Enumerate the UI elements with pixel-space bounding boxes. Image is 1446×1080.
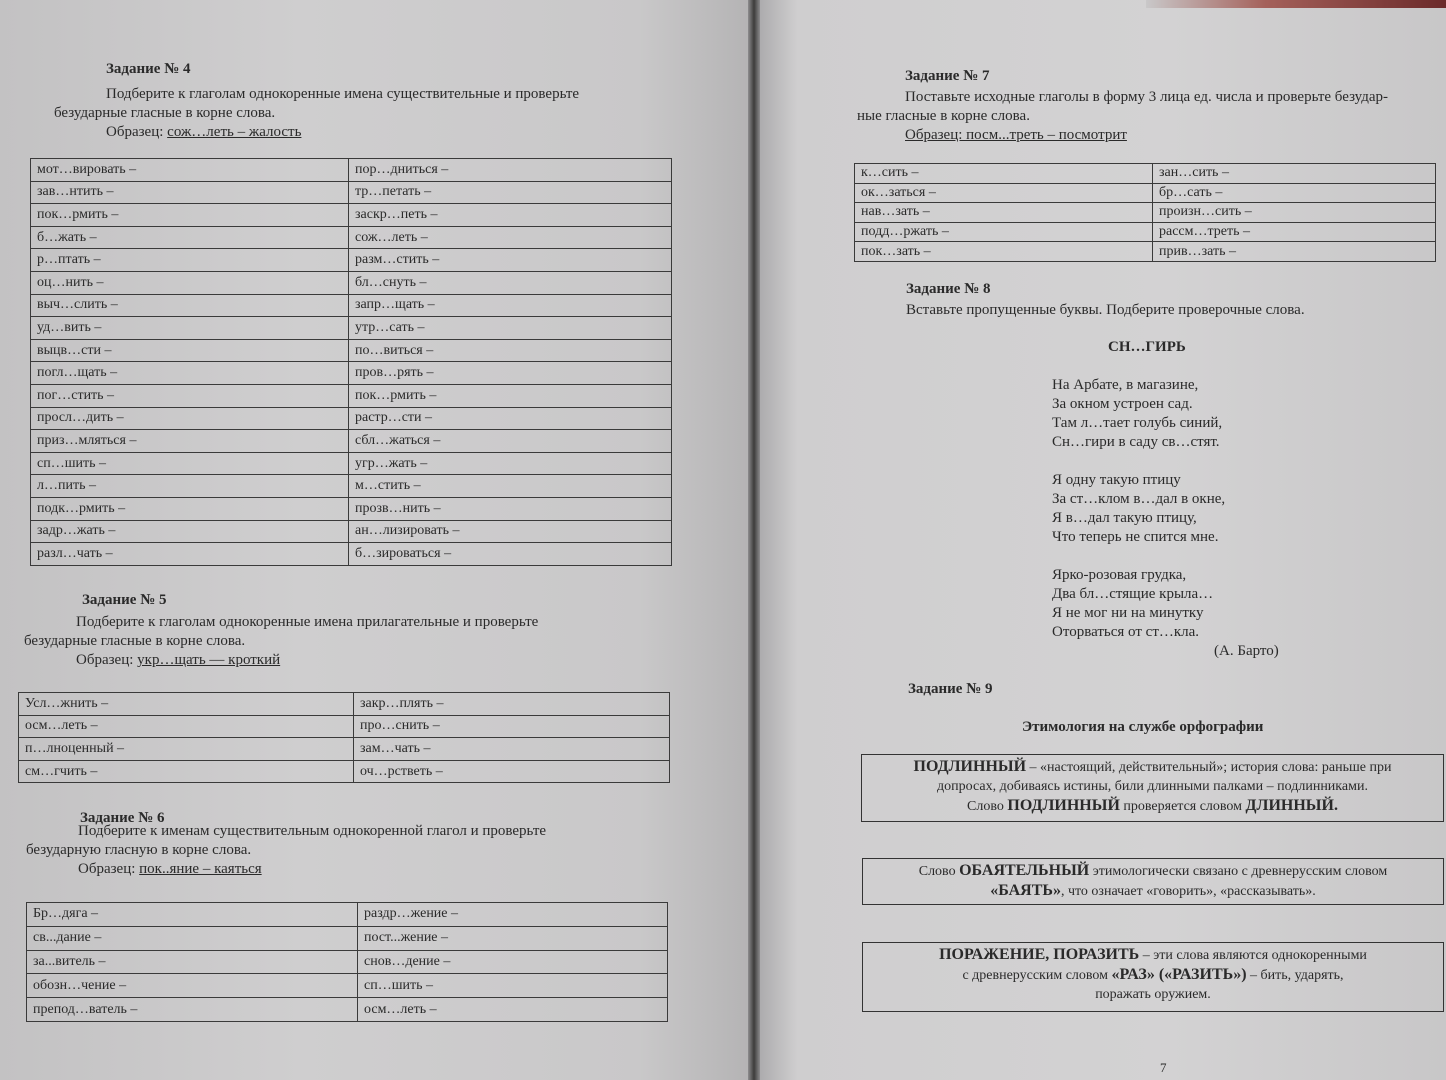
task5-line2: безударные гласные в корне слова. — [24, 633, 246, 649]
cell-left: просл…дить – — [31, 407, 349, 430]
cell-right: сп…шить – — [358, 974, 668, 998]
table-row — [31, 543, 672, 566]
box2-line2 — [869, 881, 1437, 901]
cell-left: мот…вировать – — [31, 159, 349, 182]
task6-line1: Подберите к именам существительным однокоренной глагол и проверьте — [78, 823, 547, 839]
cell-left: оц…нить – — [31, 271, 349, 294]
cell-left: Бр…дяга – — [27, 903, 358, 927]
table-row — [31, 475, 672, 498]
poem-line: Что теперь не спится мне. — [1052, 529, 1219, 545]
task9-subtitle: Этимология на службе орфографии — [1022, 719, 1264, 735]
box1-word1: ПОДЛИННЫЙ — [913, 758, 1027, 775]
box2-text2: этимологически связано с древнерусским словом — [1089, 864, 1388, 879]
cell-left: Усл…жнить – — [19, 693, 354, 716]
table-row — [31, 249, 672, 272]
task7-table — [854, 163, 1436, 262]
poem-line: Я в…дал такую птицу, — [1052, 510, 1197, 526]
task5-sample-label: Образец: — [76, 652, 134, 668]
cell-right: снов…дение – — [358, 950, 668, 974]
table-row — [31, 497, 672, 520]
table-row — [27, 974, 668, 998]
cell-right: бр…сать – — [1153, 183, 1436, 203]
task4-sample-text: сож…леть – жалость — [167, 124, 302, 140]
cell-right: прив…зать – — [1153, 242, 1436, 262]
box3-word2: «РАЗ» («РАЗИТЬ») — [1111, 966, 1247, 983]
box1-word2: ПОДЛИННЫЙ — [1007, 797, 1120, 814]
cell-right: осм…леть – — [358, 998, 668, 1022]
task7-line1: Поставьте исходные глаголы в форму 3 лица ед. числа и проверьте безудар- — [905, 89, 1389, 105]
task7-title: Задание № 7 — [905, 68, 990, 84]
task6-sample — [26, 860, 670, 879]
task8-instruction: Вставьте пропущенные буквы. Подберите проверочные слова. — [906, 302, 1305, 318]
table-row — [31, 226, 672, 249]
task4-table — [30, 158, 672, 566]
box1-text3b: проверяется словом — [1119, 799, 1246, 814]
cell-left: погл…щать – — [31, 362, 349, 385]
cell-left: св...дание – — [27, 926, 358, 950]
cell-left: нав…зать – — [855, 203, 1153, 223]
table-row — [31, 452, 672, 475]
poem-author: (А. Барто) — [1214, 643, 1279, 659]
cell-left: к…сить – — [855, 164, 1153, 184]
table-row — [855, 203, 1436, 223]
cell-left: разл…чать – — [31, 543, 349, 566]
cell-right: про…снить – — [354, 715, 670, 738]
cell-right: бл…снуть – — [349, 271, 672, 294]
cell-right: м…стить – — [349, 475, 672, 498]
poem-line — [1052, 547, 1352, 566]
task6-sample-text: пок..яние – каяться — [139, 861, 262, 877]
poem-line: За окном устроен сад. — [1052, 396, 1193, 412]
poem-line: Сн…гири в саду св…стят. — [1052, 434, 1220, 450]
cell-right: пок…рмить – — [349, 384, 672, 407]
table-row — [855, 164, 1436, 184]
task4-title: Задание № 4 — [106, 61, 191, 77]
poem-line — [1052, 452, 1352, 471]
cell-right: закр…плять – — [354, 693, 670, 716]
cell-right: сбл…жаться – — [349, 430, 672, 453]
cell-right: по…виться – — [349, 339, 672, 362]
table-row — [31, 317, 672, 340]
table-row — [31, 339, 672, 362]
cell-right: растр…сти – — [349, 407, 672, 430]
cell-left: за...витель – — [27, 950, 358, 974]
cell-left: задр…жать – — [31, 520, 349, 543]
box1-word3: ДЛИННЫЙ. — [1245, 797, 1338, 814]
box2-text3: , что означает «говорить», «рассказывать». — [1060, 884, 1316, 899]
cell-left: см…гчить – — [19, 760, 354, 783]
task5-sample-text: укр…щать — кроткий — [137, 652, 281, 668]
box3-text2: с древнерусским словом — [962, 968, 1112, 983]
table-row — [31, 407, 672, 430]
cell-left: выч…слить – — [31, 294, 349, 317]
cell-right: раздр…жение – — [358, 903, 668, 927]
poem-line: Ярко-розовая грудка, — [1052, 567, 1187, 583]
table-row — [31, 271, 672, 294]
cell-right: зам…чать – — [354, 738, 670, 761]
poem-line: Я одну такую птицу — [1052, 472, 1181, 488]
box1-line1 — [868, 757, 1437, 777]
book-gutter — [748, 0, 760, 1080]
table-row — [31, 181, 672, 204]
box3-text4: поражать оружием. — [1095, 987, 1211, 1002]
task5-sample — [24, 651, 670, 670]
table-row — [31, 159, 672, 182]
box1-text1: – «настоящий, действительный»; история слова: раньше при — [1026, 760, 1392, 775]
task4-sample — [54, 123, 670, 142]
cell-left: препод…ватель – — [27, 998, 358, 1022]
table-row — [31, 430, 672, 453]
cell-left: подк…рмить – — [31, 497, 349, 520]
page-number: 7 — [1160, 1060, 1167, 1075]
task4-line1: Подберите к глаголам однокоренные имена существительные и проверьте — [106, 86, 580, 102]
box3-line2 — [869, 965, 1437, 985]
etymology-box-2 — [862, 858, 1444, 905]
cell-left: уд…вить – — [31, 317, 349, 340]
cell-left: б…жать – — [31, 226, 349, 249]
task4-instruction — [54, 85, 670, 142]
task6-line2: безударную гласную в корне слова. — [26, 842, 252, 858]
cell-right: рассм…треть – — [1153, 222, 1436, 242]
task6-title: Задание № 6 — [80, 810, 165, 826]
table-row — [31, 294, 672, 317]
cell-left: л…пить – — [31, 475, 349, 498]
cell-right: ан…лизировать – — [349, 520, 672, 543]
background-corner — [1146, 0, 1446, 8]
box2-text1: Слово — [918, 864, 960, 879]
table-row — [31, 362, 672, 385]
cell-left: зав…нтить – — [31, 181, 349, 204]
task7-sample: Образец: посм...треть – посмотрит — [905, 127, 1127, 143]
cell-right: заскр…петь – — [349, 204, 672, 227]
task6-sample-label: Образец: — [78, 861, 136, 877]
table-row — [855, 242, 1436, 262]
task9-title: Задание № 9 — [908, 681, 993, 697]
cell-right: угр…жать – — [349, 452, 672, 475]
table-row — [855, 222, 1436, 242]
cell-right: пров…рять – — [349, 362, 672, 385]
table-row — [855, 183, 1436, 203]
task5-line1: Подберите к глаголам однокоренные имена прилагательные и проверьте — [76, 614, 539, 630]
etymology-box-3 — [862, 942, 1444, 1012]
table-row — [19, 760, 670, 783]
cell-left: пок…рмить – — [31, 204, 349, 227]
table-row — [31, 384, 672, 407]
table-row — [27, 950, 668, 974]
table-row — [19, 738, 670, 761]
cell-right: пор…дниться – — [349, 159, 672, 182]
table-row — [27, 903, 668, 927]
poem-line: Я не мог ни на минутку — [1052, 605, 1204, 621]
cell-left: приз…мляться – — [31, 430, 349, 453]
box1-text2: допросах, добиваясь истины, били длинными палками – подлинниками. — [937, 779, 1368, 794]
box1-text3a: Слово — [967, 799, 1008, 814]
cell-right: зан…сить – — [1153, 164, 1436, 184]
task5-instruction — [24, 613, 670, 670]
box3-line1 — [869, 945, 1437, 965]
poem-line: Там л…тает голубь синий, — [1052, 415, 1223, 431]
task5-title: Задание № 5 — [82, 592, 167, 608]
task8-title: Задание № 8 — [906, 281, 991, 297]
task7-instruction — [857, 88, 1435, 145]
cell-left: пок…зать – — [855, 242, 1153, 262]
etymology-box-1 — [861, 754, 1444, 822]
table-row — [19, 715, 670, 738]
cell-left: выцв…сти – — [31, 339, 349, 362]
task7-line2: ные гласные в корне слова. — [857, 108, 1030, 124]
cell-left: сп…шить – — [31, 452, 349, 475]
poem-line: Оторваться от ст…кла. — [1052, 624, 1200, 640]
poem-title: СН…ГИРЬ — [1108, 339, 1186, 355]
cell-left: ок…заться – — [855, 183, 1153, 203]
cell-right: тр…петать – — [349, 181, 672, 204]
cell-left: п…лноценный – — [19, 738, 354, 761]
box2-word2: «БАЯТЬ» — [990, 882, 1061, 899]
box3-text3: – бить, ударять, — [1246, 968, 1344, 983]
cell-left: подд…ржать – — [855, 222, 1153, 242]
cell-right: запр…щать – — [349, 294, 672, 317]
box2-line1 — [869, 861, 1437, 881]
task5-table — [18, 692, 670, 783]
box3-text1: – эти слова являются однокоренными — [1139, 948, 1367, 963]
cell-left: пог…стить – — [31, 384, 349, 407]
cell-right: б…зироваться – — [349, 543, 672, 566]
poem-line: За ст…клом в…дал в окне, — [1052, 491, 1226, 507]
task6-instruction — [26, 822, 670, 879]
table-row — [27, 926, 668, 950]
cell-right: утр…сать – — [349, 317, 672, 340]
task6-table — [26, 902, 668, 1022]
table-row — [31, 204, 672, 227]
poem-line: Два бл…стящие крыла… — [1052, 586, 1214, 602]
cell-right: оч…рстветь – — [354, 760, 670, 783]
task4-sample-label: Образец: — [106, 124, 164, 140]
cell-right: разм…стить – — [349, 249, 672, 272]
box3-word1: ПОРАЖЕНИЕ, ПОРАЗИТЬ — [939, 946, 1140, 963]
table-row — [19, 693, 670, 716]
cell-left: осм…леть – — [19, 715, 354, 738]
table-row — [27, 998, 668, 1022]
table-row — [31, 520, 672, 543]
cell-right: прозв…нить – — [349, 497, 672, 520]
box2-word1: ОБАЯТЕЛЬНЫЙ — [959, 862, 1090, 879]
cell-left: обозн…чение – — [27, 974, 358, 998]
box1-line3 — [868, 796, 1437, 816]
cell-right: произн…сить – — [1153, 203, 1436, 223]
cell-left: р…птать – — [31, 249, 349, 272]
poem — [1052, 376, 1352, 642]
poem-line: На Арбате, в магазине, — [1052, 377, 1199, 393]
cell-right: сож…леть – — [349, 226, 672, 249]
task4-line2: безударные гласные в корне слова. — [54, 105, 276, 121]
cell-right: пост...жение – — [358, 926, 668, 950]
